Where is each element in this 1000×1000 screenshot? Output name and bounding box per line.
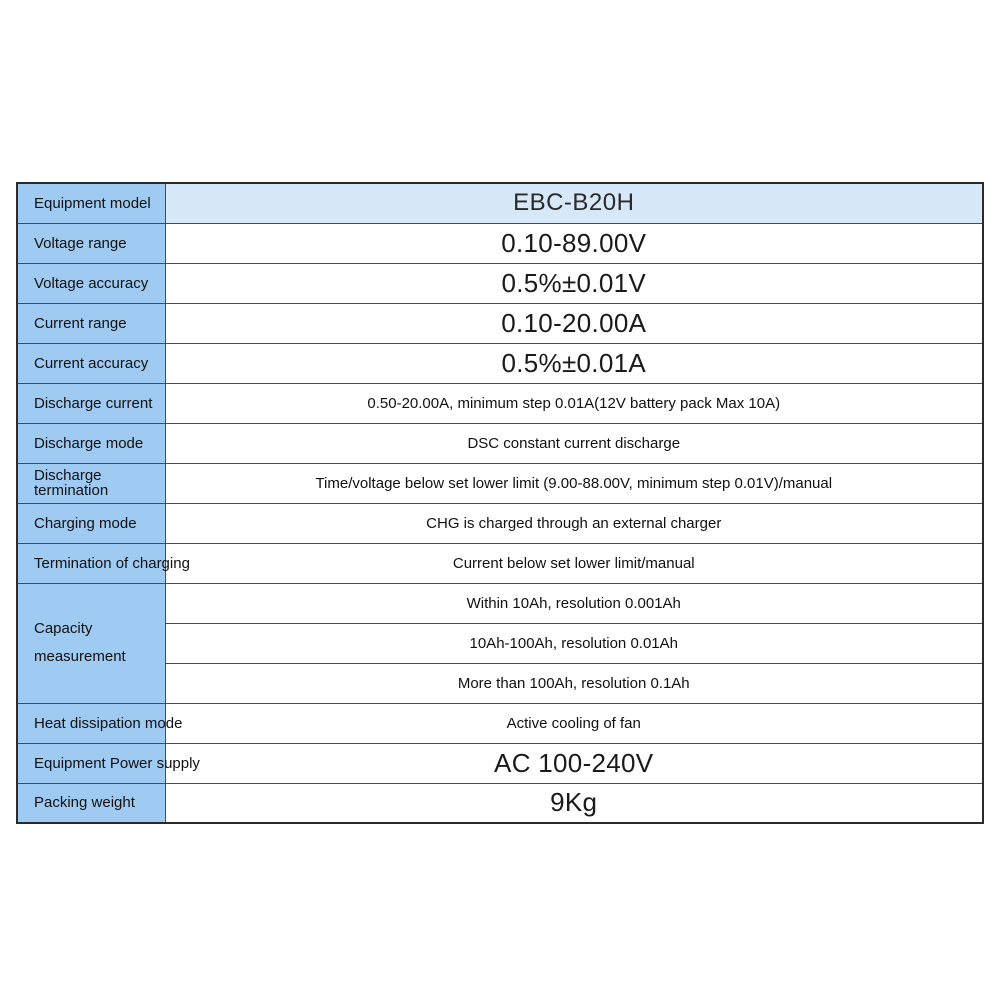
label-termination-of-charging: Termination of charging bbox=[17, 543, 165, 583]
label-discharge-termination bbox=[17, 463, 165, 503]
spec-table bbox=[16, 182, 984, 824]
table-row-charging-mode bbox=[17, 503, 983, 543]
value-power-supply: AC 100-240V bbox=[165, 743, 983, 783]
label-voltage-range: Voltage range bbox=[17, 223, 165, 263]
table-row-current-accuracy bbox=[17, 343, 983, 383]
value-voltage-range: 0.10-89.00V bbox=[165, 223, 983, 263]
value-equipment-model: EBC-B20H bbox=[165, 183, 983, 223]
table-row-power-supply bbox=[17, 743, 983, 783]
value-capacity-3: More than 100Ah, resolution 0.1Ah bbox=[165, 663, 983, 703]
value-discharge-current: 0.50-20.00A, minimum step 0.01A(12V battery pack Max 10A) bbox=[165, 383, 983, 423]
label-current-accuracy: Current accuracy bbox=[17, 343, 165, 383]
value-capacity-1: Within 10Ah, resolution 0.001Ah bbox=[165, 583, 983, 623]
value-capacity-2: 10Ah-100Ah, resolution 0.01Ah bbox=[165, 623, 983, 663]
value-current-range: 0.10-20.00A bbox=[165, 303, 983, 343]
label-equipment-model: Equipment model bbox=[17, 183, 165, 223]
value-termination-of-charging: Current below set lower limit/manual bbox=[165, 543, 983, 583]
label-discharge-termination-line2: termination bbox=[34, 482, 109, 499]
label-packing-weight: Packing weight bbox=[17, 783, 165, 823]
label-power-supply: Equipment Power supply bbox=[17, 743, 165, 783]
table-row-termination-of-charging bbox=[17, 543, 983, 583]
label-capacity-measurement bbox=[17, 583, 165, 703]
table-row-capacity-1 bbox=[17, 583, 983, 623]
value-discharge-mode: DSC constant current discharge bbox=[165, 423, 983, 463]
label-discharge-termination-line1: Discharge bbox=[34, 467, 102, 484]
value-heat-dissipation: Active cooling of fan bbox=[165, 703, 983, 743]
label-discharge-mode: Discharge mode bbox=[17, 423, 165, 463]
label-heat-dissipation: Heat dissipation mode bbox=[17, 703, 165, 743]
table-row-voltage-range bbox=[17, 223, 983, 263]
value-voltage-accuracy: 0.5%±0.01V bbox=[165, 263, 983, 303]
table-row-voltage-accuracy bbox=[17, 263, 983, 303]
table-row-discharge-current bbox=[17, 383, 983, 423]
table-row-packing-weight bbox=[17, 783, 983, 823]
table-row-current-range bbox=[17, 303, 983, 343]
table-row-heat-dissipation bbox=[17, 703, 983, 743]
label-capacity-line2: measurement bbox=[34, 648, 126, 665]
value-charging-mode: CHG is charged through an external charger bbox=[165, 503, 983, 543]
table-row-equipment-model bbox=[17, 183, 983, 223]
table-row-discharge-mode bbox=[17, 423, 983, 463]
table-row-discharge-termination bbox=[17, 463, 983, 503]
label-capacity-line1: Capacity bbox=[34, 620, 93, 637]
value-packing-weight: 9Kg bbox=[165, 783, 983, 823]
label-current-range: Current range bbox=[17, 303, 165, 343]
label-voltage-accuracy: Voltage accuracy bbox=[17, 263, 165, 303]
value-discharge-termination: Time/voltage below set lower limit (9.00-88.00V, minimum step 0.01V)/manual bbox=[165, 463, 983, 503]
value-current-accuracy: 0.5%±0.01A bbox=[165, 343, 983, 383]
label-charging-mode: Charging mode bbox=[17, 503, 165, 543]
label-discharge-current: Discharge current bbox=[17, 383, 165, 423]
